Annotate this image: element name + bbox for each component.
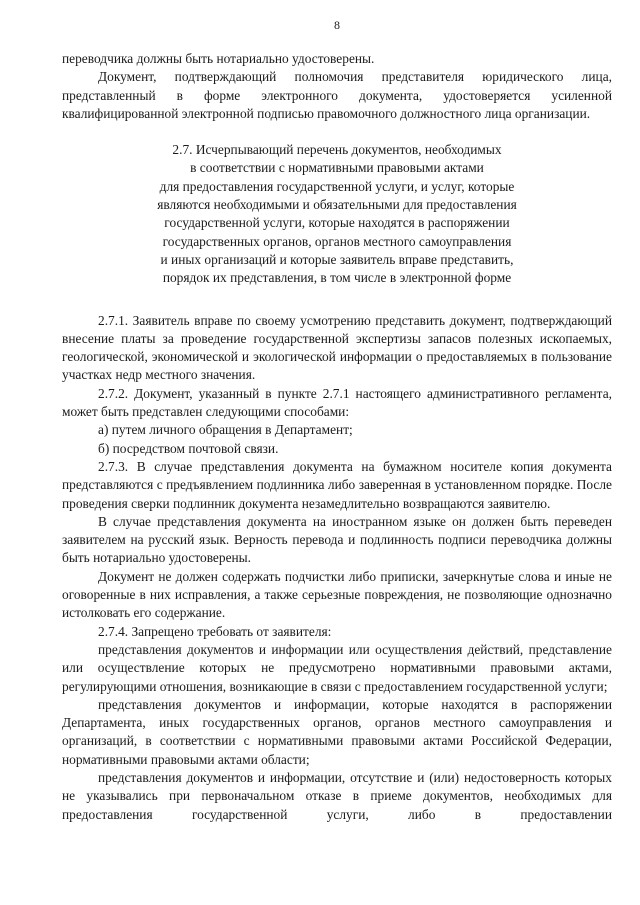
heading-line: и иных организаций и которые заявитель вправе представить,	[160, 251, 514, 267]
requirement-paragraph-1: представления документов и информации или осуществления действий, представление или осуществление которых не предусмотрено нормативными правовыми актами, регулирующими отношения, возникающие в связи с предоставлением государственной услуги;	[62, 641, 612, 694]
intro-paragraph-2: Документ, подтверждающий полномочия представителя юридического лица, представленный в форме электронного документа, удостоверяется усиленной квалифицированной электронной подписью правомочного должностного лица организации.	[62, 69, 612, 121]
paragraph-no-erasures: Документ не должен содержать подчистки либо приписки, зачеркнутые слова и иные не оговоренные в них исправления, а также серьезные повреждения, не позволяющие однозначно истолковать его содержание.	[62, 568, 612, 621]
list-item-a: а) путем личного обращения в Департамент;	[98, 422, 353, 438]
heading-line: являются необходимыми и обязательными для предоставления	[157, 197, 517, 213]
document-page	[62, 14, 612, 824]
section-heading-2-7	[62, 141, 612, 287]
list-item-b: б) посредством почтовой связи.	[98, 440, 279, 456]
requirement-paragraph-2: представления документов и информации, которые находятся в распоряжении Департамента, иных государственных органов, органов местного самоуправления и организаций, в соответствии с нормативными правовыми актами Российской Федерации, нормативными правовыми актами области;	[62, 696, 612, 767]
paragraph-2-7-4: 2.7.4. Запрещено требовать от заявителя:	[98, 623, 332, 639]
intro-paragraph-1: переводчика должны быть нотариально удостоверены.	[62, 51, 375, 66]
page-number: 8	[334, 18, 340, 32]
heading-line: 2.7. Исчерпывающий перечень документов, необходимых	[172, 142, 502, 158]
paragraph-2-7-3: 2.7.3. В случае представления документа на бумажном носителе копия документа представляются с предъявлением подлинника либо заверенная в установленном порядке. После проведения сверки подлинник документа незамедлительно возвращаются заявителю.	[62, 458, 612, 511]
requirement-paragraph-3: представления документов и информации, отсутствие и (или) недостоверность которых не указывались при первоначальном отказе в приеме документов, необходимых для предоставления государственной услуги, либо в предоставлении	[62, 769, 612, 822]
paragraph-2-7-2: 2.7.2. Документ, указанный в пункте 2.7.1 настоящего административного регламента, может быть представлен следующими способами:	[62, 385, 612, 420]
heading-line: государственных органов, органов местного самоуправления	[162, 233, 512, 249]
heading-line: порядок их представления, в том числе в электронной форме	[162, 270, 512, 286]
heading-line: для предоставления государственной услуги, и услуг, которые	[159, 178, 515, 194]
heading-line: государственной услуги, которые находятся в распоряжении	[164, 215, 510, 231]
paragraph-2-7-1: 2.7.1. Заявитель вправе по своему усмотрению представить документ, подтверждающий внесение платы за проведение государственной экспертизы запасов полезных ископаемых, геологической, экономической и экологической информации о предоставляемых в пользование участках недр местного значения.	[62, 312, 612, 383]
heading-line: в соответствии с нормативными правовыми актами	[190, 160, 484, 176]
paragraph-foreign-language: В случае представления документа на иностранном языке он должен быть переведен заявителем на русский язык. Верность перевода и подлинность подписи переводчика должны быть нотариально удостоверены.	[62, 513, 612, 566]
